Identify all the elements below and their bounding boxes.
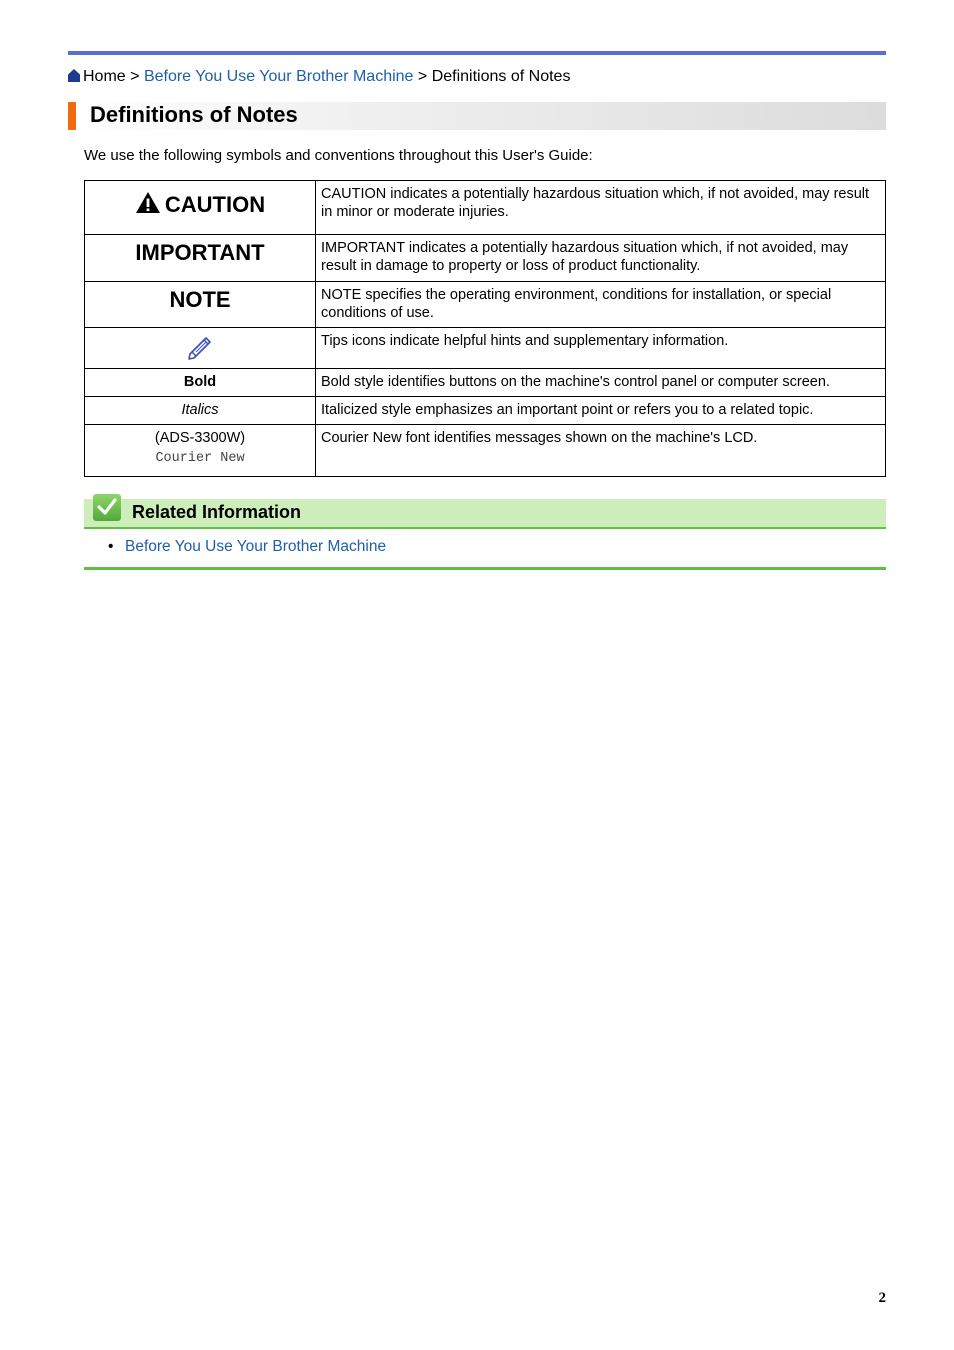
table-row [85,282,886,328]
symbol-cell [85,425,316,477]
warning-triangle-icon [135,191,161,214]
home-icon[interactable] [68,69,80,82]
title-accent [68,102,76,130]
bullet: • [108,538,114,555]
courier-label: Courier New [155,451,245,466]
table-row [85,397,886,425]
tips-description: Tips icons indicate helpful hints and supplementary information. [316,328,886,369]
intro-text: We use the following symbols and conventions throughout this User's Guide: [84,147,593,164]
note-description: NOTE specifies the operating environment, conditions for installation, or special conditions of use. [316,282,886,328]
important-label: IMPORTANT [135,240,265,265]
related-bottom-rule [84,567,886,570]
bold-description: Bold style identifies buttons on the machine's control panel or computer screen. [316,369,886,397]
related-links-list [108,538,386,556]
related-information-header [84,499,886,529]
pencil-icon [186,334,214,362]
caution-description: CAUTION indicates a potentially hazardous situation which, if not avoided, may result in minor or moderate injuries. [316,181,886,235]
symbol-cell [85,181,316,235]
related-information-title: Related Information [132,502,302,522]
breadcrumb [68,67,570,87]
breadcrumb-separator: > [417,68,428,85]
bold-label: Bold [183,374,217,390]
header-rule [68,51,886,55]
symbol-cell [85,328,316,369]
note-label: NOTE [169,287,231,312]
courier-description: Courier New font identifies messages shown on the machine's LCD. [316,425,886,477]
table-row [85,328,886,369]
checkmark-icon [93,494,121,521]
italics-label: Italics [181,402,219,418]
symbol-cell [85,397,316,425]
model-label: (ADS-3300W) [154,430,246,446]
list-item [108,538,386,556]
breadcrumb-home[interactable]: Home [83,68,126,85]
caution-label: CAUTION [164,192,266,217]
page-title-bar [68,102,886,130]
breadcrumb-current: Definitions of Notes [431,68,571,85]
table-row [85,369,886,397]
italics-description: Italicized style emphasizes an important point or refers you to a related topic. [316,397,886,425]
table-row [85,425,886,477]
table-row [85,181,886,235]
notes-table [84,180,886,477]
symbol-cell [85,369,316,397]
important-description: IMPORTANT indicates a potentially hazardous situation which, if not avoided, may result in damage to property or loss of product functionality. [316,235,886,282]
table-row [85,235,886,282]
page-title: Definitions of Notes [90,102,298,127]
page-number: 2 [878,1290,886,1306]
breadcrumb-separator: > [130,68,140,85]
related-link-before-you-use[interactable]: Before You Use Your Brother Machine [125,538,387,555]
symbol-cell [85,282,316,328]
breadcrumb-link-before-you-use[interactable]: Before You Use Your Brother Machine [143,68,414,85]
symbol-cell [85,235,316,282]
